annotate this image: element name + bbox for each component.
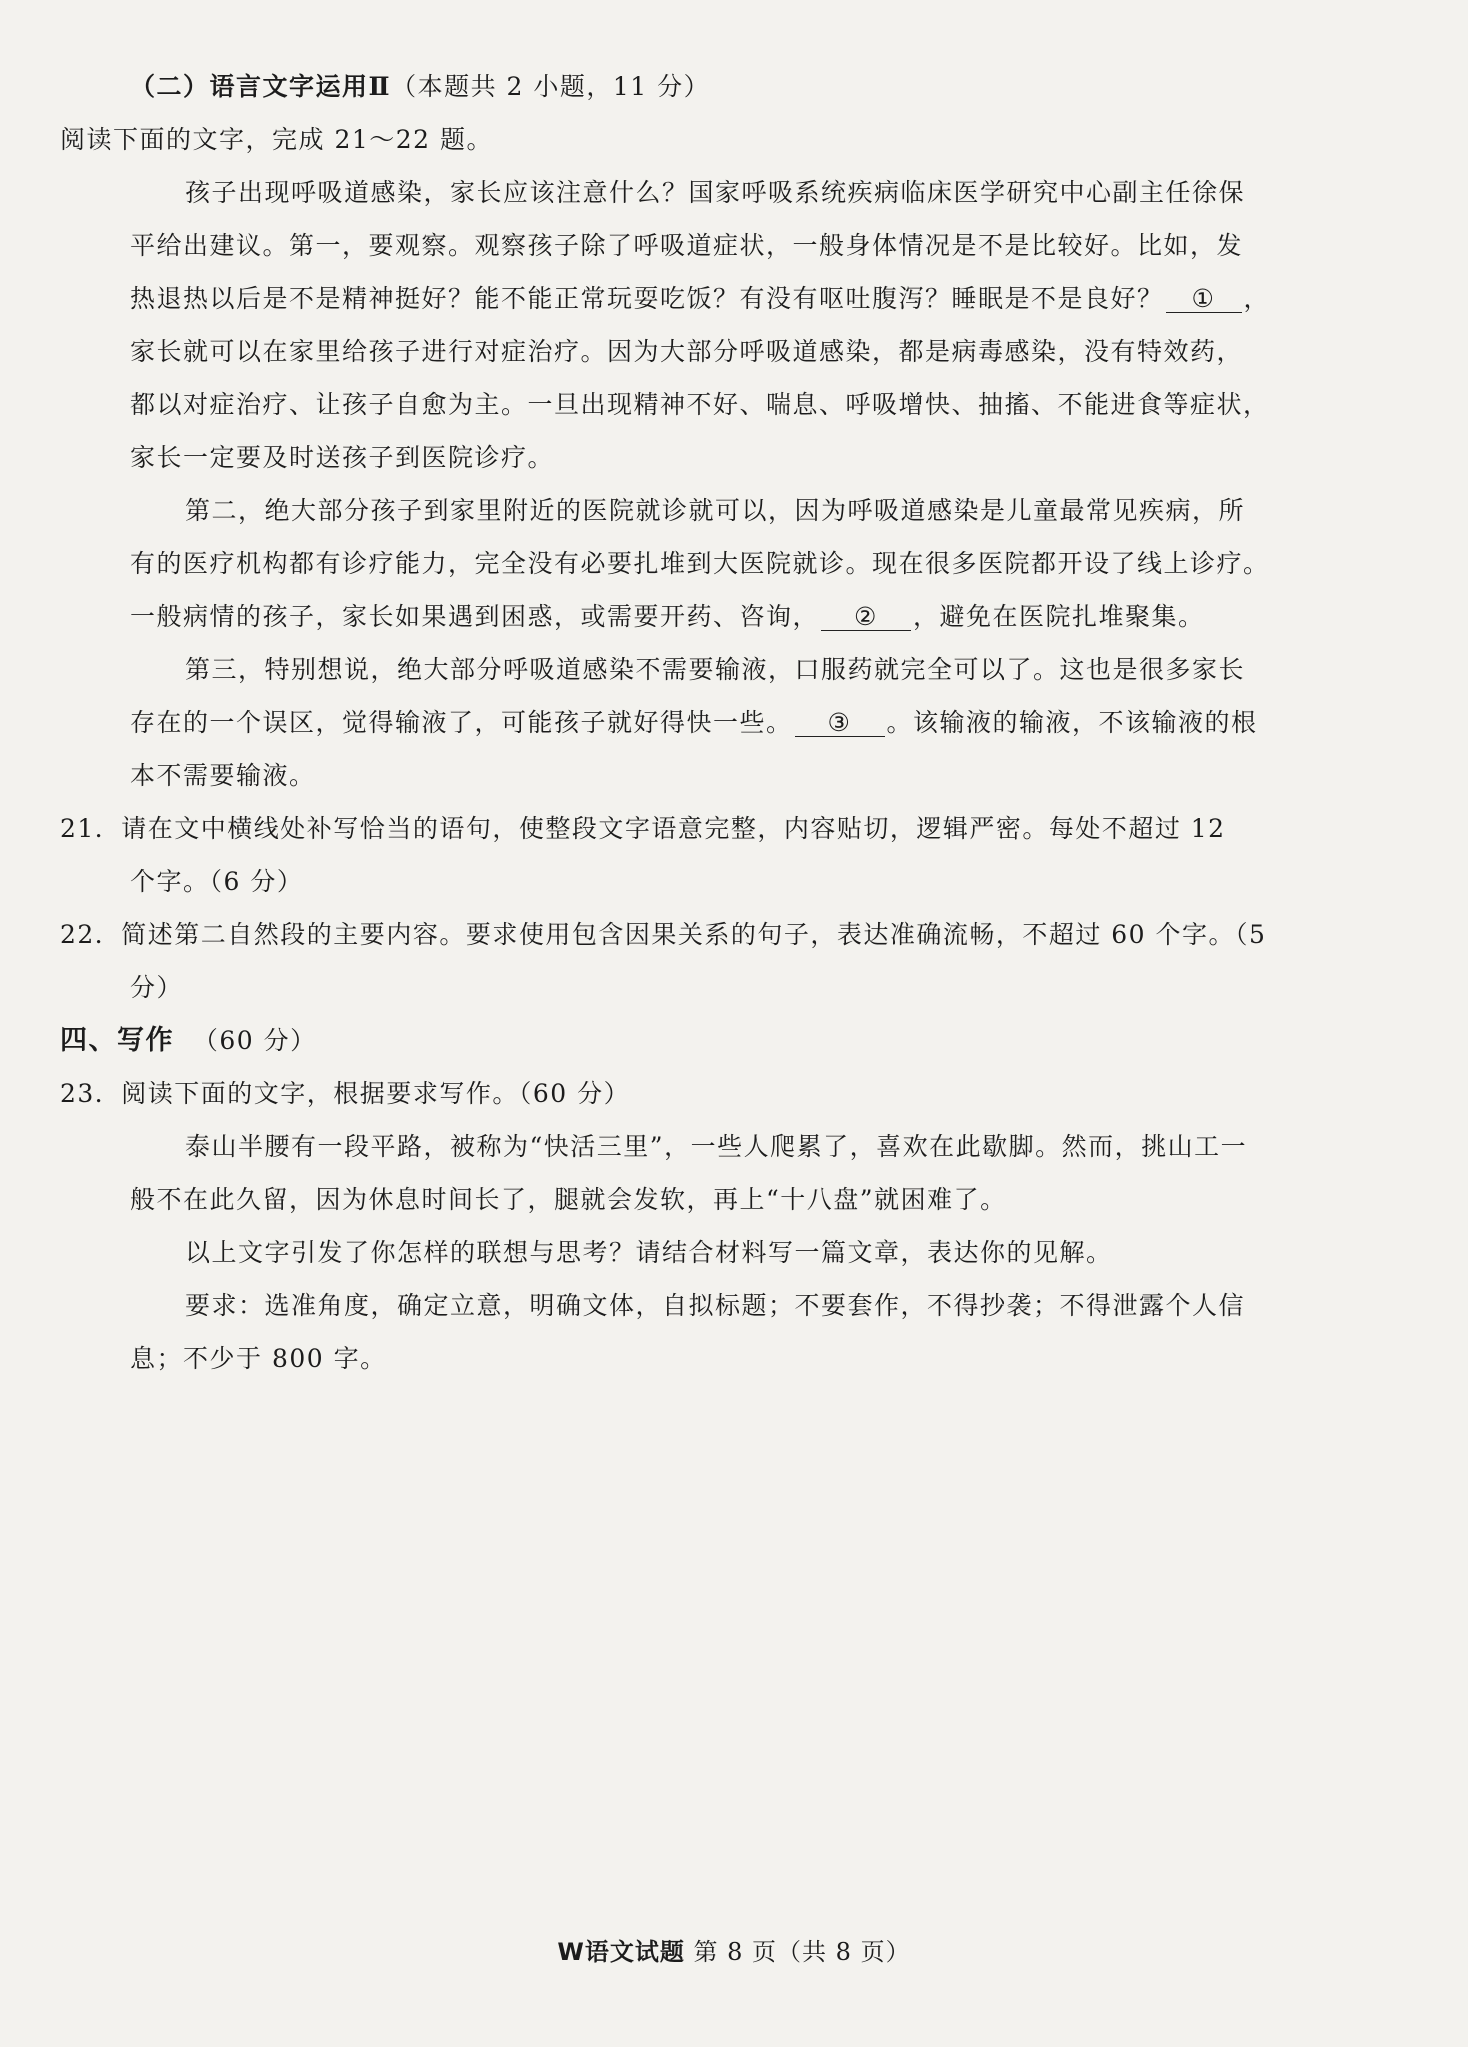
answer-blank-3: ③ (795, 710, 885, 737)
text-line: 平给出建议。第一，要观察。观察孩子除了呼吸道症状，一般身体情况是不是比较好。比如，发 (130, 231, 1244, 260)
footer-page-number: 第 8 页（共 8 页） (693, 1938, 911, 1966)
answer-blank-1: ① (1166, 286, 1242, 313)
text-line: 第二，绝大部分孩子到家里附近的医院就诊就可以，因为呼吸道感染是儿童最常见疾病，所 (185, 496, 1246, 525)
question-text: 23．阅读下面的文字，根据要求写作。（60 分） (60, 1079, 631, 1108)
text-line (60, 696, 1410, 749)
text-line: 本不需要输液。 (130, 761, 316, 790)
exam-page (60, 60, 1410, 1385)
section-heading (60, 60, 1410, 113)
section-title: （二）语言文字运用Ⅱ (130, 72, 392, 101)
paragraph-1 (60, 166, 1410, 484)
question-text: 21．请在文中横线处补写恰当的语句，使整段文字语意完整，内容贴切，逻辑严密。每处不超过 12 (60, 814, 1226, 843)
question-21 (60, 802, 1410, 908)
prompt-line: 以上文字引发了你怎样的联想与思考？请结合材料写一篇文章，表达你的见解。 (185, 1238, 1113, 1267)
question-text: 个字。（6 分） (130, 867, 304, 896)
question-text: 22．简述第二自然段的主要内容。要求使用包含因果关系的句子，表达准确流畅，不超过 60 个字。（5 (60, 920, 1267, 949)
text-line: 都以对症治疗、让孩子自愈为主。一旦出现精神不好、喘息、呼吸增快、抽搐、不能进食等症状， (130, 390, 1270, 419)
paragraph-3 (60, 643, 1410, 802)
text-segment: 热退热以后是不是精神挺好？能不能正常玩耍吃饭？有没有呕吐腹泻？睡眠是不是良好？ (130, 284, 1164, 313)
section-meta: （本题共 2 小题，11 分） (391, 72, 711, 101)
reading-instruction: 阅读下面的文字，完成 21～22 题。 (60, 125, 494, 154)
paragraph-2 (60, 484, 1410, 643)
text-line: 有的医疗机构都有诊疗能力，完全没有必要扎堆到大医院就诊。现在很多医院都开设了线上诊疗。 (130, 549, 1270, 578)
question-22 (60, 908, 1410, 1014)
text-segment: 。该输液的输液，不该输液的根 (886, 708, 1258, 737)
text-line (60, 272, 1410, 325)
question-text: 分） (130, 973, 184, 1002)
writing-section-heading (60, 1014, 1410, 1067)
requirement-line: 息；不少于 800 字。 (130, 1344, 387, 1373)
material-line: 般不在此久留，因为休息时间长了，腿就会发软，再上“十八盘”就困难了。 (130, 1185, 1007, 1214)
footer-subject: W语文试题 (557, 1938, 685, 1966)
text-line: 家长一定要及时送孩子到医院诊疗。 (130, 443, 555, 472)
text-line (60, 590, 1410, 643)
material-line: 泰山半腰有一段平路，被称为“快活三里”，一些人爬累了，喜欢在此歇脚。然而，挑山工一 (185, 1132, 1248, 1161)
text-segment: ， (1243, 284, 1271, 313)
section-meta: （60 分） (192, 1026, 317, 1055)
text-segment: 存在的一个误区，觉得输液了，可能孩子就好得快一些。 (130, 708, 793, 737)
text-line: 家长就可以在家里给孩子进行对症治疗。因为大部分呼吸道感染，都是病毒感染，没有特效药， (130, 337, 1244, 366)
text-line: 孩子出现呼吸道感染，家长应该注意什么？国家呼吸系统疾病临床医学研究中心副主任徐保 (185, 178, 1246, 207)
page-footer (0, 1932, 1468, 1967)
requirement-line: 要求：选准角度，确定立意，明确文体，自拟标题；不要套作，不得抄袭；不得泄露个人信 (185, 1291, 1246, 1320)
text-segment: 一般病情的孩子，家长如果遇到困惑，或需要开药、咨询， (130, 602, 820, 631)
question-23 (60, 1067, 1410, 1385)
section-title: 四、写作 (60, 1025, 174, 1056)
text-segment: ，避免在医院扎堆聚集。 (913, 602, 1205, 631)
answer-blank-2: ② (821, 604, 911, 631)
text-line: 第三，特别想说，绝大部分呼吸道感染不需要输液，口服药就完全可以了。这也是很多家长 (185, 655, 1246, 684)
